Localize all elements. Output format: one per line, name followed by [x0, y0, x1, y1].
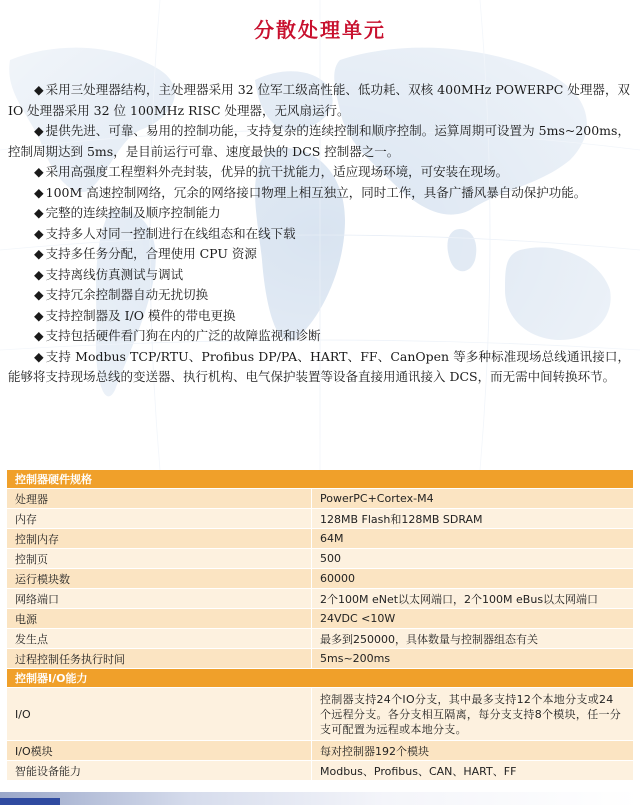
- table-row: [7, 569, 633, 589]
- spec-key: I/O模块: [7, 741, 312, 761]
- spec-key: 电源: [7, 609, 312, 629]
- feature-item: ◆ 支持多任务分配，合理使用 CPU 资源: [34, 246, 257, 261]
- diamond-bullet-icon: ◆: [34, 82, 44, 97]
- spec-key: 智能设备能力: [7, 761, 312, 781]
- spec-key: 处理器: [7, 489, 312, 509]
- spec-value: PowerPC+Cortex-M4: [312, 489, 634, 509]
- table-row: [7, 741, 633, 761]
- spec-value: 每对控制器192个模块: [312, 741, 634, 761]
- table-row: [7, 489, 633, 509]
- table-row: [7, 649, 633, 669]
- table-row: [7, 761, 633, 781]
- spec-value: 128MB Flash和128MB SDRAM: [312, 509, 634, 529]
- feature-item: ◆ 支持 Modbus TCP/RTU、Profibus DP/PA、HART、FF、CanOpen 等多种标准现场总线通讯接口，能够将支持现场总线的变送器、执行机构、电气保护装置等设备直接用通讯接入 DCS，而无需中间转换环节。: [8, 348, 630, 384]
- spec-value: Modbus、Profibus、CAN、HART、FF: [312, 761, 634, 781]
- section-heading: 控制器硬件规格: [7, 470, 633, 489]
- diamond-bullet-icon: ◆: [34, 225, 44, 241]
- table-row: [7, 629, 633, 649]
- spec-key: 发生点: [7, 629, 312, 649]
- spec-key: 控制内存: [7, 529, 312, 549]
- spec-value: 控制器支持24个IO分支，其中最多支持12个本地分支或24个远程分支。各分支相互隔离，每分支支持8个模块，任一分支可配置为远程或本地分支。: [312, 688, 634, 741]
- footer-accent-bar: [0, 798, 60, 805]
- spec-value: 500: [312, 549, 634, 569]
- feature-item: ◆ 提供先进、可靠、易用的控制功能，支持复杂的连续控制和顺序控制。运算周期可设置为 5ms~200ms，控制周期达到 5ms，是目前运行可靠、速度最快的 DCS 控制器之一。: [8, 123, 630, 159]
- diamond-bullet-icon: ◆: [34, 205, 44, 220]
- diamond-bullet-icon: ◆: [34, 328, 44, 343]
- table-row: [7, 509, 633, 529]
- diamond-bullet-icon: ◆: [34, 287, 44, 302]
- hardware-section-header: [7, 470, 633, 489]
- table-row: [7, 688, 633, 741]
- section-heading: 控制器I/O能力: [7, 669, 633, 688]
- spec-value: 最多到250000，具体数量与控制器组态有关: [312, 629, 634, 649]
- feature-item: ◆ 采用高强度工程塑料外壳封装，优异的抗干扰能力，适应现场环境，可安装在现场。: [34, 164, 509, 179]
- diamond-bullet-icon: ◆: [34, 348, 44, 364]
- table-row: [7, 609, 633, 629]
- table-row: [7, 589, 633, 609]
- table-row: [7, 549, 633, 569]
- feature-item: ◆ 支持离线仿真测试与调试: [34, 266, 184, 282]
- footer-decoration: [0, 792, 640, 805]
- feature-item: ◆ 采用三处理器结构，主处理器采用 32 位军工级高性能、低功耗、双核 400MHz POWERPC 处理器，双 IO 处理器采用 32 位 100MHz RISC 处理器，无风扇运行。: [8, 82, 630, 118]
- diamond-bullet-icon: ◆: [34, 266, 44, 282]
- spec-key: 运行模块数: [7, 569, 312, 589]
- io-section-header: [7, 669, 633, 688]
- spec-value: 24VDC <10W: [312, 609, 634, 629]
- spec-value: 2个100M eNet以太网端口，2个100M eBus以太网端口: [312, 589, 634, 609]
- spec-value: 64M: [312, 529, 634, 549]
- feature-item: ◆ 支持控制器及 I/O 模件的带电更换: [34, 307, 236, 323]
- diamond-bullet-icon: ◆: [34, 184, 44, 200]
- spec-value: 5ms~200ms: [312, 649, 634, 669]
- feature-item: ◆ 完整的连续控制及顺序控制能力: [34, 205, 221, 220]
- spec-key: 控制页: [7, 549, 312, 569]
- spec-key: 过程控制任务执行时间: [7, 649, 312, 669]
- diamond-bullet-icon: ◆: [34, 164, 44, 179]
- spec-key: I/O: [7, 688, 312, 741]
- diamond-bullet-icon: ◆: [34, 123, 44, 138]
- feature-item: ◆ 支持多人对同一控制进行在线组态和在线下载: [34, 225, 296, 241]
- diamond-bullet-icon: ◆: [34, 246, 44, 261]
- feature-item: ◆ 支持包括硬件看门狗在内的广泛的故障监视和诊断: [34, 328, 321, 343]
- table-row: [7, 529, 633, 549]
- spec-key: 内存: [7, 509, 312, 529]
- spec-key: 网络端口: [7, 589, 312, 609]
- diamond-bullet-icon: ◆: [34, 307, 44, 323]
- feature-item: ◆ 支持冗余控制器自动无扰切换: [34, 287, 209, 302]
- feature-list: [8, 80, 630, 388]
- page-title: 分散处理单元: [254, 18, 386, 42]
- spec-table: [7, 470, 633, 780]
- spec-value: 60000: [312, 569, 634, 589]
- feature-item: ◆ 100M 高速控制网络，冗余的网络接口物理上相互独立，同时工作，具备广播风暴自动保护功能。: [34, 184, 587, 200]
